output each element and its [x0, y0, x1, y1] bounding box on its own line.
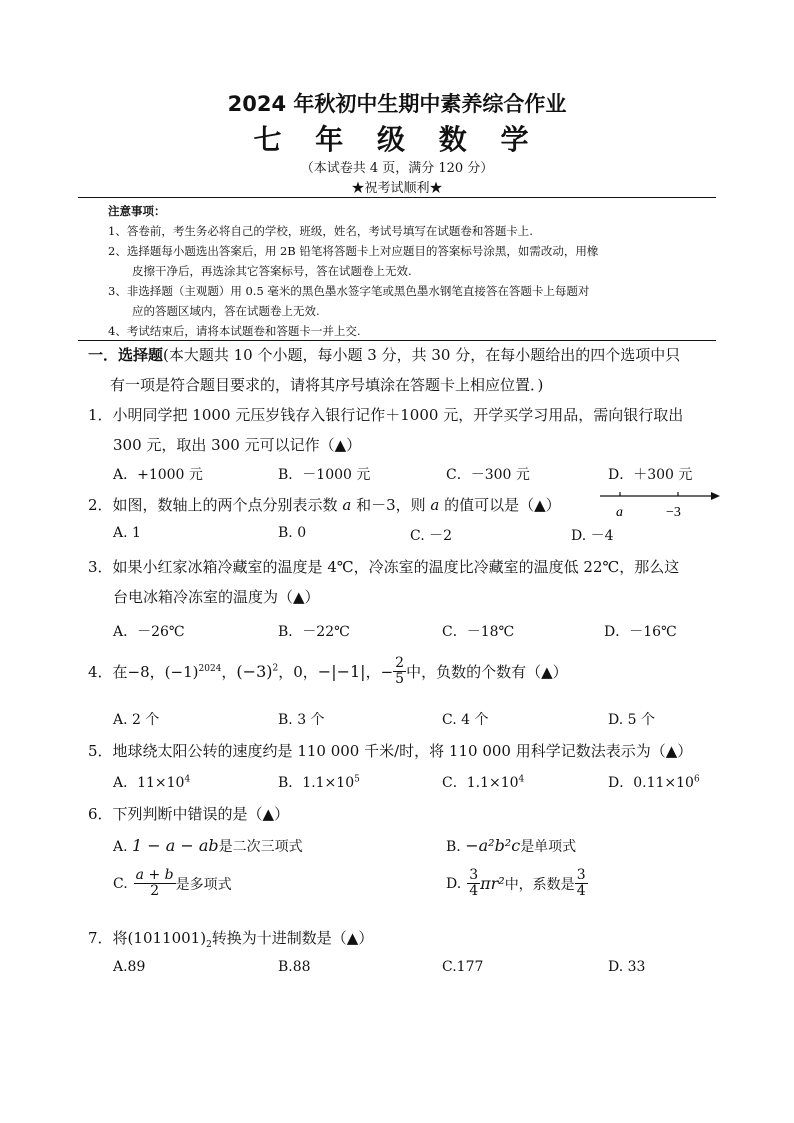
- q7-option-b: B.88: [278, 959, 311, 975]
- q1-option-a: A．+1000 元: [113, 467, 203, 483]
- notice-item-2-cont: 皮擦干净后，再选涂其它答案标号，答在试题卷上无效.: [132, 264, 412, 278]
- notice-item-3-cont: 应的答题区域内，答在试题卷上无效.: [132, 304, 320, 318]
- q5-option-a-base: A．11×10: [113, 775, 185, 791]
- q1-text-line1: 1．小明同学把 1000 元压岁钱存入银行记作＋1000 元，开学买学习用品，需向银行取出: [88, 406, 684, 424]
- q4-term-2: [165, 663, 222, 681]
- q6-option-d-text: 中，系数是: [504, 876, 575, 893]
- notice-item-2: 2、选择题每小题选出答案后，用 2B 铅笔将答题卡上对应题目的答案标号涂黑，如需改动，用橡: [108, 244, 599, 258]
- q1-option-b: B．－1000 元: [278, 467, 371, 483]
- q4-option-a: A. 2 个: [113, 712, 160, 728]
- q6-option-a-expr: 1 − a − ab: [132, 836, 219, 855]
- q4-text-post: 中，负数的个数有（▲）: [406, 663, 568, 682]
- section-desc: (本大题共 10 个小题，每小题 3 分，共 30 分，在每小题给出的四个选项中只: [163, 346, 681, 364]
- q4-sep-2: ，: [365, 663, 381, 682]
- number-line-arrow: [711, 492, 720, 500]
- q5-option-b-base: B．1.1×10: [278, 775, 355, 791]
- q4-option-b: B. 3 个: [278, 712, 325, 728]
- q4-term-6-sign: −: [380, 662, 394, 681]
- divider-bottom: [78, 340, 716, 341]
- q2-option-d: D. －4: [571, 528, 614, 544]
- subject-title: 七 年 级 数 学: [253, 123, 541, 156]
- q4-text: [88, 656, 568, 688]
- exam-title: 2024 年秋初中生期中素养综合作业: [227, 92, 567, 116]
- q2-var-a-2: a: [430, 496, 440, 514]
- q7-option-d: D. 33: [608, 959, 646, 975]
- q5-option-d: [608, 772, 700, 792]
- q6-option-c-num: a + b: [135, 867, 174, 883]
- q6-option-c-label: C.: [113, 875, 128, 892]
- good-luck-line: ★祝考试顺利★: [351, 181, 443, 196]
- section-heading: [88, 344, 680, 365]
- q7-base: 2: [206, 940, 212, 950]
- exam-subtitle: （本试卷共 4 页，满分 120 分）: [300, 161, 494, 176]
- q4-fraction-den: 5: [395, 671, 405, 688]
- q4-term-4: ，0，: [278, 663, 318, 682]
- q6-option-a-label: A.: [113, 839, 128, 855]
- q4-sep-1: ，: [221, 663, 237, 682]
- q2-option-a: A. 1: [113, 525, 141, 541]
- q5-option-a-exp: 4: [184, 774, 191, 785]
- q1-option-d: D．＋300 元: [608, 467, 693, 483]
- q6-option-c-den: 2: [150, 883, 160, 900]
- q4-option-d: D. 5 个: [608, 712, 655, 728]
- q4-term-3: [236, 662, 278, 681]
- notice-item-3: 3、非选择题（主观题）用 0.5 毫米的黑色墨水签字笔或黑色墨水钢笔直接答在答题卡上每题对: [108, 284, 590, 298]
- notice-item-1: 1、答卷前，考生务必将自己的学校，班级，姓名，考试号填写在试题卷和答题卡上.: [108, 224, 533, 238]
- q6-option-d-coef: [575, 868, 588, 900]
- divider-top: [78, 197, 716, 198]
- q5-option-d-base: D．0.11×10: [608, 775, 694, 791]
- q4-term-2-base: (−1): [164, 662, 199, 681]
- number-line-label-a: a: [616, 505, 623, 520]
- q3-text-line1: 3．如果小红家冰箱冷藏室的温度是 4℃，冷冻室的温度比冷藏室的温度低 22℃，那么这: [88, 558, 680, 576]
- q6-option-d-coef-den: 4: [576, 883, 586, 900]
- q6-option-c-text: 是多项式: [175, 876, 232, 893]
- q4-term-1: −8，: [127, 663, 165, 682]
- q7-text: [88, 927, 373, 950]
- section-desc-cont: 有一项是符合题目要求的，请将其序号填涂在答题卡上相应位置．): [110, 376, 544, 394]
- q6-option-a: [113, 836, 303, 856]
- q3-option-a: A．－26℃: [113, 624, 185, 640]
- q5-text: 5．地球绕太阳公转的速度约是 110 000 千米/时，将 110 000 用科学记数法表示为（▲）: [88, 742, 693, 760]
- q7-option-a: A.89: [113, 959, 146, 975]
- q4-option-c: C. 4 个: [442, 712, 489, 728]
- q3-option-b: B．－22℃: [278, 624, 350, 640]
- q2-text-post: 的值可以是（▲）: [444, 496, 561, 514]
- q2-option-c: C. －2: [410, 528, 453, 544]
- q5-option-b-exp: 5: [354, 774, 360, 785]
- q6-option-b-label: B.: [446, 839, 461, 855]
- q1-option-c: C．－300 元: [446, 467, 530, 483]
- q2-option-b: B. 0: [278, 525, 307, 541]
- q6-option-d-fraction: [467, 868, 480, 900]
- number-line-label-minus3: −3: [666, 505, 681, 520]
- q6-option-d: [446, 868, 588, 900]
- q5-option-d-exp: 6: [693, 774, 700, 785]
- q5-option-b: [278, 772, 360, 792]
- q5-option-c-base: C．1.1×10: [442, 775, 519, 791]
- q1-text-line2: 300 元，取出 300 元可以记作（▲）: [113, 436, 362, 454]
- notice-item-4: 4、考试结束后，请将本试题卷和答题卡一并上交.: [108, 324, 361, 338]
- q4-fraction-num: 2: [395, 655, 405, 671]
- q6-option-d-num: 3: [469, 867, 479, 883]
- q6-option-d-label: D.: [446, 875, 462, 892]
- q4-term-2-exp: 2024: [198, 663, 222, 674]
- q5-option-c-exp: 4: [518, 774, 525, 785]
- q6-option-a-text: 是二次三项式: [218, 839, 303, 855]
- q3-option-d: D．－16℃: [604, 624, 677, 640]
- q5-option-c: [442, 772, 524, 792]
- q4-term-5: −|−1|: [317, 662, 366, 682]
- q6-option-d-den: 4: [469, 883, 479, 900]
- q2-text-pre: 2．如图，数轴上的两个点分别表示数: [88, 496, 338, 514]
- q6-option-b-expr: −a²b²c: [465, 836, 521, 855]
- q6-option-d-expr: πr²: [480, 874, 505, 894]
- q6-option-b: [446, 836, 576, 856]
- q3-option-c: C．－18℃: [442, 624, 515, 640]
- notice-heading: 注意事项：: [108, 204, 166, 218]
- q6-option-c: [113, 868, 232, 900]
- q7-text-post: 转换为十进制数是（▲）: [211, 929, 374, 947]
- q2-text: [88, 494, 561, 515]
- q2-text-mid: 和－3，则: [356, 496, 426, 514]
- q4-term-3-base: (−3): [236, 662, 273, 682]
- section-title: 一．选择题: [88, 346, 164, 364]
- q4-term-3-exp: 2: [272, 664, 279, 675]
- q4-fraction: [393, 656, 406, 688]
- q7-text-pre: 7．将(1011001): [88, 929, 207, 947]
- number-line: [598, 486, 722, 522]
- q6-option-b-text: 是单项式: [520, 839, 577, 855]
- q6-option-c-fraction: [134, 868, 176, 900]
- q7-option-c: C.177: [442, 959, 484, 975]
- q2-var-a: a: [342, 496, 352, 514]
- q4-text-pre: 4．在: [88, 663, 128, 682]
- q3-text-line2: 台电冰箱冷冻室的温度为（▲）: [113, 588, 320, 606]
- q6-text: 6．下列判断中错误的是（▲）: [88, 805, 290, 823]
- q6-option-d-coef-num: 3: [576, 867, 586, 883]
- q5-option-a: [113, 772, 190, 792]
